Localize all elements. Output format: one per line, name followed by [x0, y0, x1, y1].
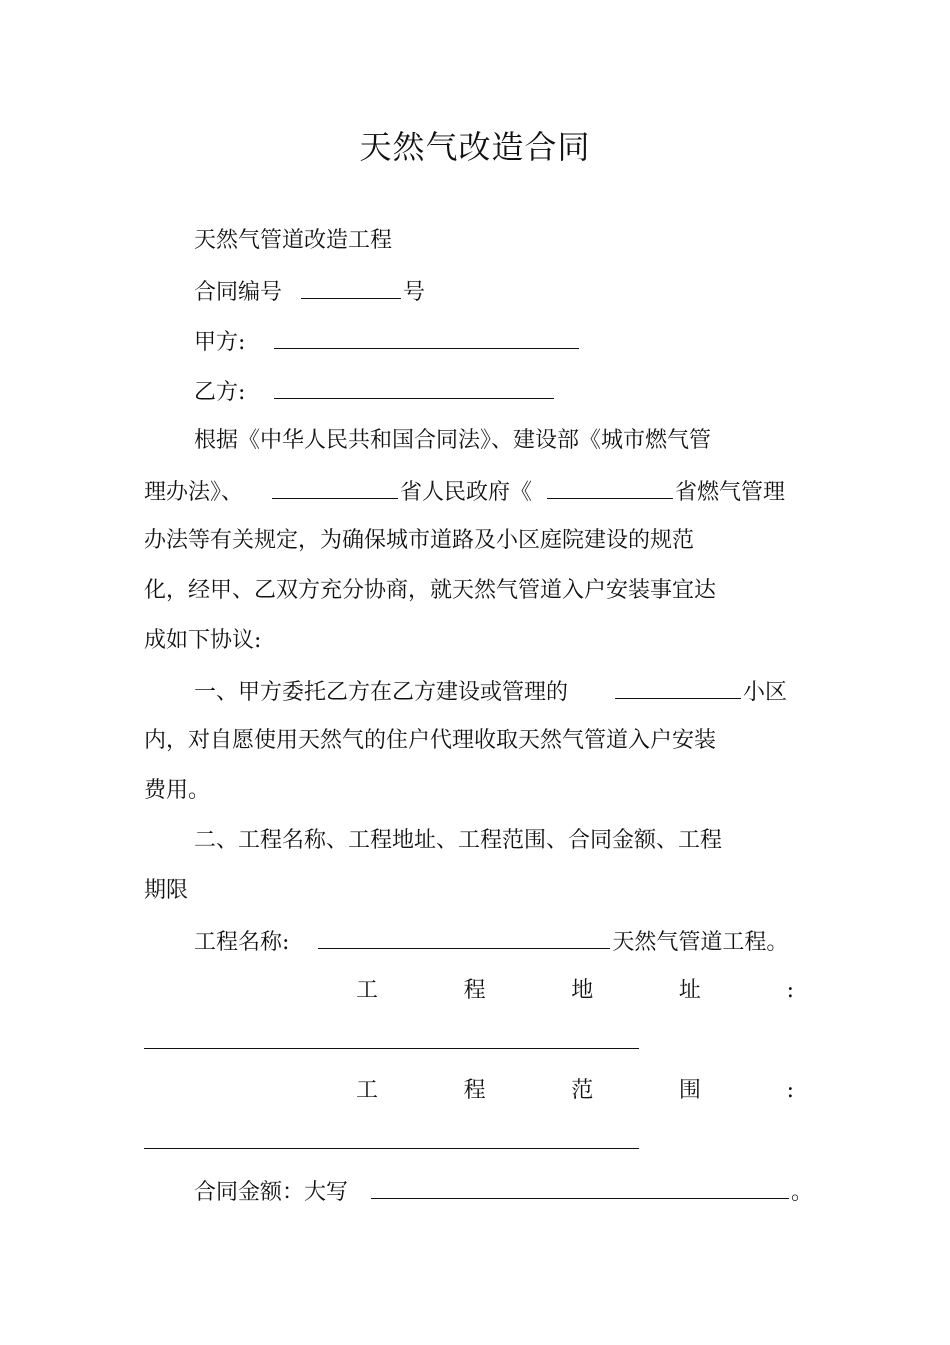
contract-number-line [194, 276, 425, 308]
contract-number-suffix: 号 [403, 280, 426, 305]
address-char: 地 [571, 978, 594, 1003]
para1-line5: 成如下协议: [144, 628, 262, 653]
contract-amount-line [194, 1176, 813, 1208]
para2-line2: 内，对自愿使用天然气的住户代理收取天然气管道入户安装 [144, 728, 717, 753]
project-name-blank [318, 926, 610, 949]
city-blank [272, 476, 398, 499]
para1-line4: 化，经甲、乙双方充分协商，就天然气管道入户安装事宜达 [144, 578, 717, 603]
project-name-line [194, 926, 788, 958]
address-char: 址 [678, 978, 701, 1003]
scope-char: 范 [571, 1078, 594, 1103]
project-line: 天然气管道改造工程 [194, 228, 393, 253]
para3-line1: 二、工程名称、工程地址、工程范围、合同金额、工程 [194, 828, 723, 853]
project-name-suffix: 天然气管道工程。 [612, 930, 789, 955]
party-a-line [194, 326, 581, 358]
party-b-blank [274, 376, 554, 399]
para1-line2-b: 省人民政府《 [400, 480, 533, 505]
para1-line1: 根据《中华人民共和国合同法》、建设部《城市燃气管 [194, 428, 712, 453]
contract-number-blank [301, 276, 401, 299]
party-a-label: 甲方: [194, 330, 246, 355]
community-blank [615, 676, 741, 699]
address-char: : [786, 978, 794, 1003]
para1-line2-a: 理办法》、 [144, 480, 244, 505]
project-address-label [356, 976, 794, 1006]
para2-line1-a: 一、甲方委托乙方在乙方建设或管理的 [194, 680, 569, 705]
project-name-label: 工程名称: [194, 930, 290, 955]
contract-amount-blank [371, 1176, 789, 1199]
scope-char: 工 [356, 1078, 379, 1103]
para3-line2: 期限 [144, 878, 189, 903]
project-scope-blank [144, 1148, 639, 1149]
party-a-blank [274, 326, 579, 349]
scope-char: : [786, 1078, 794, 1103]
contract-amount-suffix: 。 [791, 1180, 814, 1205]
contract-number-label: 合同编号 [194, 280, 283, 305]
address-char: 工 [356, 978, 379, 1003]
document-title: 天然气改造合同 [359, 128, 591, 166]
project-address-blank [144, 1048, 639, 1049]
para2-line1-b: 小区 [743, 680, 788, 705]
project-scope-label [356, 1076, 794, 1106]
para2-line3: 费用。 [144, 778, 211, 803]
para1-line2 [144, 476, 785, 508]
scope-char: 程 [463, 1078, 486, 1103]
para1-line3: 办法等有关规定，为确保城市道路及小区庭院建设的规范 [144, 528, 695, 553]
para1-line2-c: 省燃气管理 [675, 480, 786, 505]
province-blank [547, 476, 673, 499]
para2-line1 [194, 676, 787, 708]
party-b-label: 乙方: [194, 380, 246, 405]
party-b-line [194, 376, 556, 408]
address-char: 程 [463, 978, 486, 1003]
contract-amount-label: 合同金额：大写 [194, 1180, 349, 1205]
scope-char: 围 [678, 1078, 701, 1103]
